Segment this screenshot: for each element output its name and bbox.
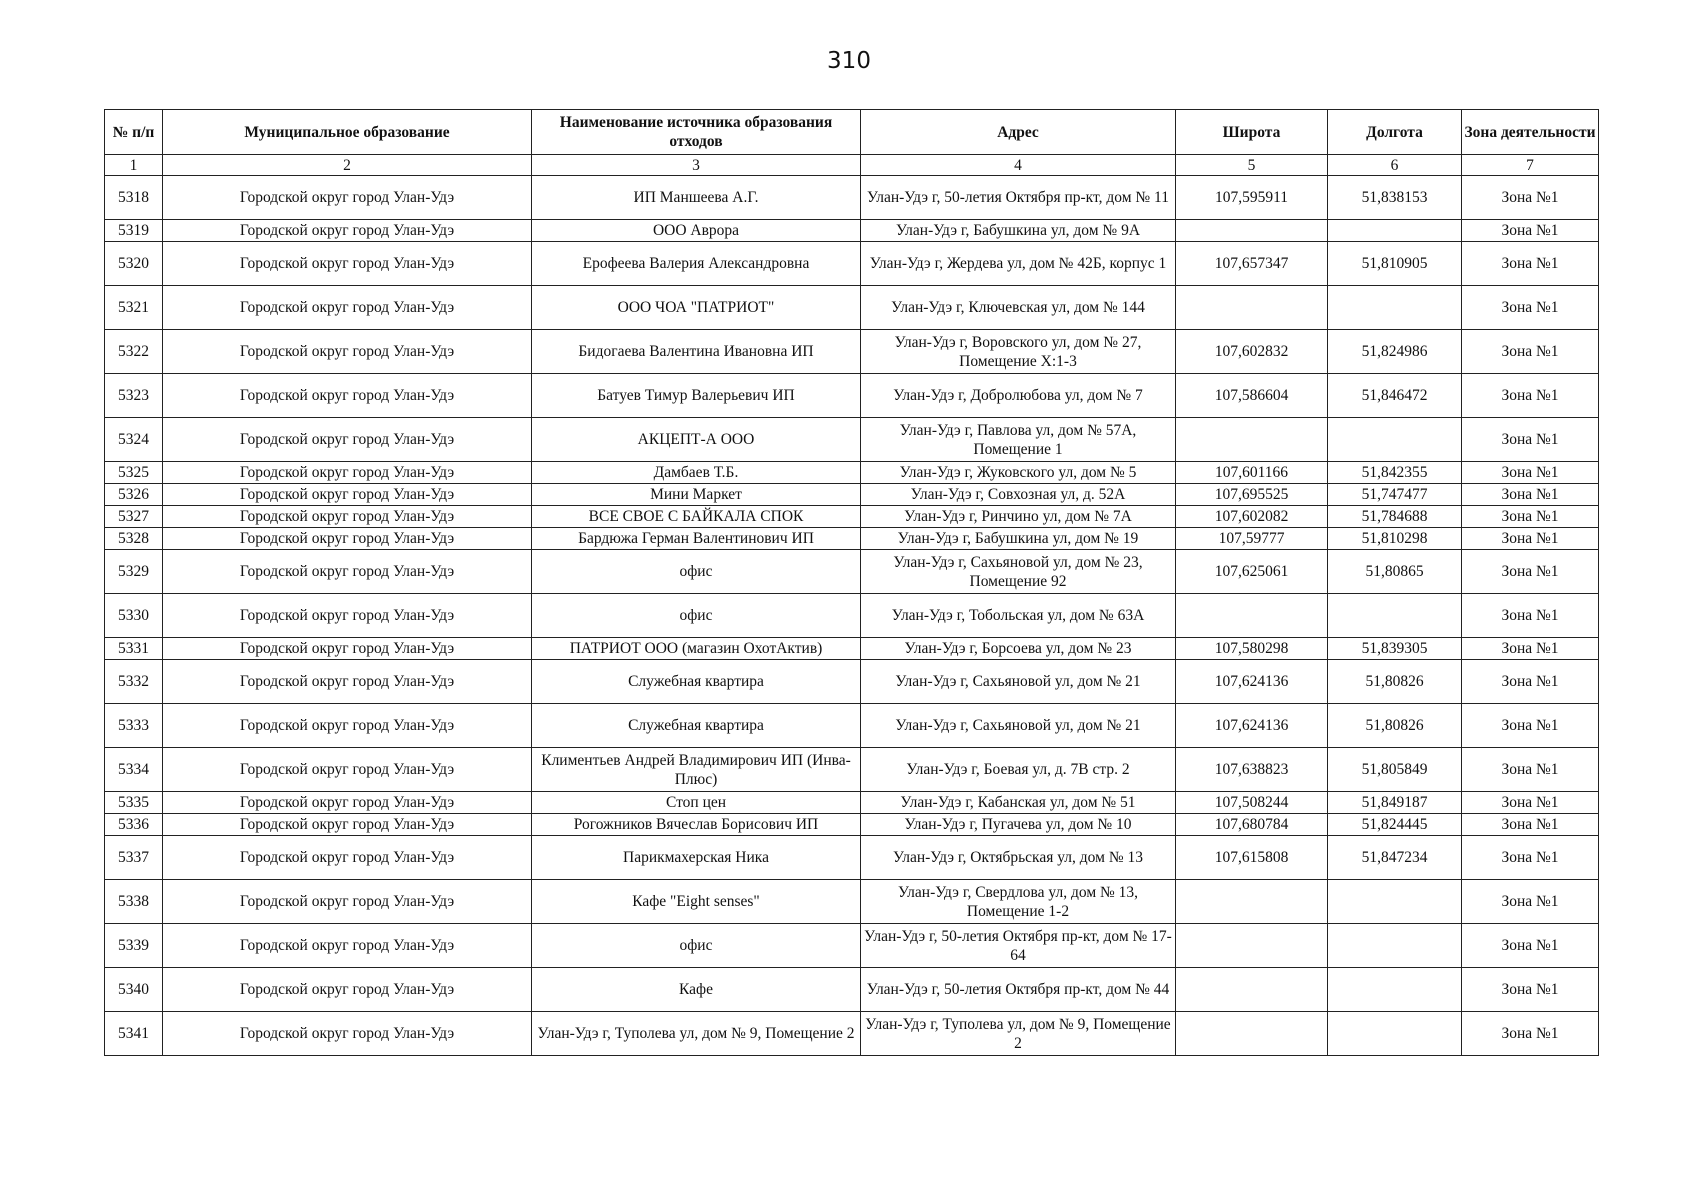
cell-address: Улан-Удэ г, Сахьяновой ул, дом № 21	[861, 704, 1176, 748]
cell-number: 5335	[105, 792, 163, 814]
cell-zone: Зона №1	[1462, 836, 1599, 880]
cell-zone: Зона №1	[1462, 220, 1599, 242]
cell-address: Улан-Удэ г, Павлова ул, дом № 57А, Помещение 1	[861, 418, 1176, 462]
cell-address: Улан-Удэ г, 50-летия Октября пр-кт, дом № 11	[861, 176, 1176, 220]
cell-longitude: 51,839305	[1328, 638, 1462, 660]
table-row	[105, 176, 1599, 220]
header-municipality: Муниципальное образование	[163, 110, 532, 155]
cell-latitude: 107,624136	[1176, 660, 1328, 704]
cell-longitude: 51,849187	[1328, 792, 1462, 814]
table-row	[105, 506, 1599, 528]
table-row	[105, 924, 1599, 968]
table-body	[105, 176, 1599, 1056]
cell-source-name: АКЦЕПТ-А ООО	[532, 418, 861, 462]
cell-source-name: Рогожников Вячеслав Борисович ИП	[532, 814, 861, 836]
cell-municipality: Городской округ город Улан-Удэ	[163, 924, 532, 968]
cell-source-name: Бидогаева Валентина Ивановна ИП	[532, 330, 861, 374]
cell-number: 5318	[105, 176, 163, 220]
cell-longitude	[1328, 418, 1462, 462]
cell-municipality: Городской округ город Улан-Удэ	[163, 968, 532, 1012]
table-row	[105, 484, 1599, 506]
cell-address: Улан-Удэ г, Жердева ул, дом № 42Б, корпус 1	[861, 242, 1176, 286]
cell-zone: Зона №1	[1462, 286, 1599, 330]
cell-latitude	[1176, 968, 1328, 1012]
cell-address: Улан-Удэ г, Бабушкина ул, дом № 19	[861, 528, 1176, 550]
cell-source-name: Улан-Удэ г, Туполева ул, дом № 9, Помещение 2	[532, 1012, 861, 1056]
cell-zone: Зона №1	[1462, 880, 1599, 924]
cell-source-name: Стоп цен	[532, 792, 861, 814]
cell-municipality: Городской округ город Улан-Удэ	[163, 704, 532, 748]
cell-zone: Зона №1	[1462, 638, 1599, 660]
cell-address: Улан-Удэ г, Совхозная ул, д. 52А	[861, 484, 1176, 506]
cell-zone: Зона №1	[1462, 418, 1599, 462]
cell-municipality: Городской округ город Улан-Удэ	[163, 418, 532, 462]
table-row	[105, 330, 1599, 374]
cell-zone: Зона №1	[1462, 924, 1599, 968]
cell-number: 5338	[105, 880, 163, 924]
header-longitude: Долгота	[1328, 110, 1462, 155]
column-number-row	[105, 155, 1599, 176]
cell-number: 5324	[105, 418, 163, 462]
cell-longitude: 51,80865	[1328, 550, 1462, 594]
cell-source-name: офис	[532, 924, 861, 968]
cell-zone: Зона №1	[1462, 374, 1599, 418]
cell-municipality: Городской округ город Улан-Удэ	[163, 792, 532, 814]
cell-latitude	[1176, 418, 1328, 462]
cell-number: 5341	[105, 1012, 163, 1056]
cell-zone: Зона №1	[1462, 1012, 1599, 1056]
cell-zone: Зона №1	[1462, 792, 1599, 814]
column-number: 2	[163, 155, 532, 176]
cell-municipality: Городской округ город Улан-Удэ	[163, 506, 532, 528]
cell-latitude: 107,615808	[1176, 836, 1328, 880]
cell-municipality: Городской округ город Улан-Удэ	[163, 660, 532, 704]
table-row	[105, 836, 1599, 880]
cell-municipality: Городской округ город Улан-Удэ	[163, 836, 532, 880]
cell-municipality: Городской округ город Улан-Удэ	[163, 528, 532, 550]
cell-number: 5325	[105, 462, 163, 484]
table-row	[105, 638, 1599, 660]
cell-longitude: 51,846472	[1328, 374, 1462, 418]
cell-zone: Зона №1	[1462, 594, 1599, 638]
cell-municipality: Городской округ город Улан-Удэ	[163, 462, 532, 484]
column-number: 3	[532, 155, 861, 176]
cell-longitude: 51,805849	[1328, 748, 1462, 792]
cell-latitude: 107,625061	[1176, 550, 1328, 594]
cell-address: Улан-Удэ г, Кабанская ул, дом № 51	[861, 792, 1176, 814]
cell-longitude: 51,847234	[1328, 836, 1462, 880]
cell-municipality: Городской округ город Улан-Удэ	[163, 1012, 532, 1056]
cell-address: Улан-Удэ г, Добролюбова ул, дом № 7	[861, 374, 1176, 418]
page-number: 310	[827, 48, 871, 74]
cell-longitude: 51,80826	[1328, 660, 1462, 704]
cell-latitude: 107,580298	[1176, 638, 1328, 660]
cell-address: Улан-Удэ г, Пугачева ул, дом № 10	[861, 814, 1176, 836]
cell-longitude: 51,747477	[1328, 484, 1462, 506]
cell-number: 5332	[105, 660, 163, 704]
table-row	[105, 792, 1599, 814]
cell-latitude: 107,638823	[1176, 748, 1328, 792]
cell-zone: Зона №1	[1462, 748, 1599, 792]
cell-latitude: 107,657347	[1176, 242, 1328, 286]
table-row	[105, 704, 1599, 748]
cell-number: 5319	[105, 220, 163, 242]
table-row	[105, 880, 1599, 924]
cell-number: 5327	[105, 506, 163, 528]
cell-latitude	[1176, 924, 1328, 968]
cell-municipality: Городской округ город Улан-Удэ	[163, 330, 532, 374]
cell-address: Улан-Удэ г, Сахьяновой ул, дом № 21	[861, 660, 1176, 704]
cell-number: 5340	[105, 968, 163, 1012]
cell-source-name: Кафе	[532, 968, 861, 1012]
cell-latitude: 107,624136	[1176, 704, 1328, 748]
cell-latitude: 107,586604	[1176, 374, 1328, 418]
cell-source-name: Климентьев Андрей Владимирович ИП (Инва-Плюс)	[532, 748, 861, 792]
header-source-name: Наименование источника образования отходов	[532, 110, 861, 155]
cell-longitude: 51,80826	[1328, 704, 1462, 748]
cell-longitude	[1328, 968, 1462, 1012]
cell-address: Улан-Удэ г, Ключевская ул, дом № 144	[861, 286, 1176, 330]
column-number: 6	[1328, 155, 1462, 176]
cell-zone: Зона №1	[1462, 176, 1599, 220]
cell-source-name: ООО ЧОА "ПАТРИОТ"	[532, 286, 861, 330]
cell-municipality: Городской округ город Улан-Удэ	[163, 242, 532, 286]
cell-number: 5334	[105, 748, 163, 792]
cell-address: Улан-Удэ г, Тобольская ул, дом № 63А	[861, 594, 1176, 638]
cell-latitude: 107,695525	[1176, 484, 1328, 506]
header-latitude: Широта	[1176, 110, 1328, 155]
cell-longitude	[1328, 286, 1462, 330]
table-row	[105, 814, 1599, 836]
cell-latitude: 107,680784	[1176, 814, 1328, 836]
table-row	[105, 220, 1599, 242]
cell-longitude	[1328, 924, 1462, 968]
cell-number: 5328	[105, 528, 163, 550]
cell-address: Улан-Удэ г, Жуковского ул, дом № 5	[861, 462, 1176, 484]
cell-latitude: 107,602082	[1176, 506, 1328, 528]
cell-zone: Зона №1	[1462, 462, 1599, 484]
cell-zone: Зона №1	[1462, 330, 1599, 374]
cell-municipality: Городской округ город Улан-Удэ	[163, 176, 532, 220]
header-address: Адрес	[861, 110, 1176, 155]
cell-latitude: 107,508244	[1176, 792, 1328, 814]
cell-municipality: Городской округ город Улан-Удэ	[163, 814, 532, 836]
header-zone: Зона деятельности	[1462, 110, 1599, 155]
cell-number: 5323	[105, 374, 163, 418]
cell-longitude	[1328, 594, 1462, 638]
cell-source-name: ООО Аврора	[532, 220, 861, 242]
cell-latitude: 107,601166	[1176, 462, 1328, 484]
cell-source-name: ВСЕ СВОЕ С БАЙКАЛА СПОК	[532, 506, 861, 528]
cell-source-name: ПАТРИОТ ООО (магазин ОхотАктив)	[532, 638, 861, 660]
cell-latitude: 107,602832	[1176, 330, 1328, 374]
cell-number: 5326	[105, 484, 163, 506]
cell-source-name: Кафе "Eight senses"	[532, 880, 861, 924]
cell-zone: Зона №1	[1462, 506, 1599, 528]
table-row	[105, 968, 1599, 1012]
cell-source-name: Бардюжа Герман Валентинович ИП	[532, 528, 861, 550]
cell-zone: Зона №1	[1462, 484, 1599, 506]
cell-number: 5322	[105, 330, 163, 374]
cell-address: Улан-Удэ г, 50-летия Октября пр-кт, дом № 17-64	[861, 924, 1176, 968]
column-number: 4	[861, 155, 1176, 176]
cell-longitude: 51,810905	[1328, 242, 1462, 286]
column-number: 7	[1462, 155, 1599, 176]
cell-source-name: Дамбаев Т.Б.	[532, 462, 861, 484]
column-number: 5	[1176, 155, 1328, 176]
cell-municipality: Городской округ город Улан-Удэ	[163, 374, 532, 418]
cell-longitude: 51,842355	[1328, 462, 1462, 484]
cell-municipality: Городской округ город Улан-Удэ	[163, 286, 532, 330]
cell-number: 5330	[105, 594, 163, 638]
cell-zone: Зона №1	[1462, 242, 1599, 286]
cell-zone: Зона №1	[1462, 968, 1599, 1012]
cell-latitude: 107,595911	[1176, 176, 1328, 220]
cell-latitude	[1176, 594, 1328, 638]
cell-longitude	[1328, 1012, 1462, 1056]
table-row	[105, 550, 1599, 594]
cell-number: 5329	[105, 550, 163, 594]
table-row	[105, 660, 1599, 704]
table-row	[105, 286, 1599, 330]
cell-longitude: 51,824986	[1328, 330, 1462, 374]
cell-address: Улан-Удэ г, Бабушкина ул, дом № 9А	[861, 220, 1176, 242]
cell-source-name: Ерофеева Валерия Александровна	[532, 242, 861, 286]
cell-number: 5337	[105, 836, 163, 880]
cell-source-name: офис	[532, 550, 861, 594]
cell-address: Улан-Удэ г, Воровского ул, дом № 27, Помещение X:1-3	[861, 330, 1176, 374]
cell-municipality: Городской округ город Улан-Удэ	[163, 550, 532, 594]
cell-latitude	[1176, 1012, 1328, 1056]
cell-source-name: Парикмахерская Ника	[532, 836, 861, 880]
table-row	[105, 1012, 1599, 1056]
cell-number: 5321	[105, 286, 163, 330]
cell-address: Улан-Удэ г, Сахьяновой ул, дом № 23, Помещение 92	[861, 550, 1176, 594]
cell-source-name: Батуев Тимур Валерьевич ИП	[532, 374, 861, 418]
cell-number: 5320	[105, 242, 163, 286]
cell-source-name: Служебная квартира	[532, 660, 861, 704]
table-row	[105, 594, 1599, 638]
cell-number: 5339	[105, 924, 163, 968]
cell-longitude	[1328, 880, 1462, 924]
table-row	[105, 242, 1599, 286]
cell-zone: Зона №1	[1462, 814, 1599, 836]
cell-number: 5336	[105, 814, 163, 836]
cell-address: Улан-Удэ г, Октябрьская ул, дом № 13	[861, 836, 1176, 880]
cell-longitude	[1328, 220, 1462, 242]
cell-source-name: Мини Маркет	[532, 484, 861, 506]
cell-municipality: Городской округ город Улан-Удэ	[163, 880, 532, 924]
cell-address: Улан-Удэ г, Туполева ул, дом № 9, Помещение 2	[861, 1012, 1176, 1056]
cell-address: Улан-Удэ г, Свердлова ул, дом № 13, Помещение 1-2	[861, 880, 1176, 924]
cell-municipality: Городской округ город Улан-Удэ	[163, 484, 532, 506]
table-row	[105, 462, 1599, 484]
cell-source-name: ИП Маншеева А.Г.	[532, 176, 861, 220]
cell-zone: Зона №1	[1462, 660, 1599, 704]
cell-municipality: Городской округ город Улан-Удэ	[163, 594, 532, 638]
column-number: 1	[105, 155, 163, 176]
cell-latitude: 107,59777	[1176, 528, 1328, 550]
cell-address: Улан-Удэ г, Ринчино ул, дом № 7А	[861, 506, 1176, 528]
cell-address: Улан-Удэ г, Боевая ул, д. 7В стр. 2	[861, 748, 1176, 792]
cell-municipality: Городской округ город Улан-Удэ	[163, 220, 532, 242]
cell-source-name: офис	[532, 594, 861, 638]
cell-zone: Зона №1	[1462, 550, 1599, 594]
table-row	[105, 418, 1599, 462]
table-row	[105, 528, 1599, 550]
cell-longitude: 51,810298	[1328, 528, 1462, 550]
table-header-row	[105, 110, 1599, 155]
cell-number: 5331	[105, 638, 163, 660]
cell-address: Улан-Удэ г, Борсоева ул, дом № 23	[861, 638, 1176, 660]
cell-latitude	[1176, 220, 1328, 242]
waste-source-table	[104, 109, 1599, 1056]
table-row	[105, 374, 1599, 418]
cell-latitude	[1176, 880, 1328, 924]
cell-source-name: Служебная квартира	[532, 704, 861, 748]
cell-municipality: Городской округ город Улан-Удэ	[163, 748, 532, 792]
cell-zone: Зона №1	[1462, 704, 1599, 748]
cell-zone: Зона №1	[1462, 528, 1599, 550]
header-number: № п/п	[105, 110, 163, 155]
cell-longitude: 51,784688	[1328, 506, 1462, 528]
cell-latitude	[1176, 286, 1328, 330]
cell-municipality: Городской округ город Улан-Удэ	[163, 638, 532, 660]
cell-address: Улан-Удэ г, 50-летия Октября пр-кт, дом № 44	[861, 968, 1176, 1012]
cell-longitude: 51,824445	[1328, 814, 1462, 836]
cell-number: 5333	[105, 704, 163, 748]
table-row	[105, 748, 1599, 792]
cell-longitude: 51,838153	[1328, 176, 1462, 220]
